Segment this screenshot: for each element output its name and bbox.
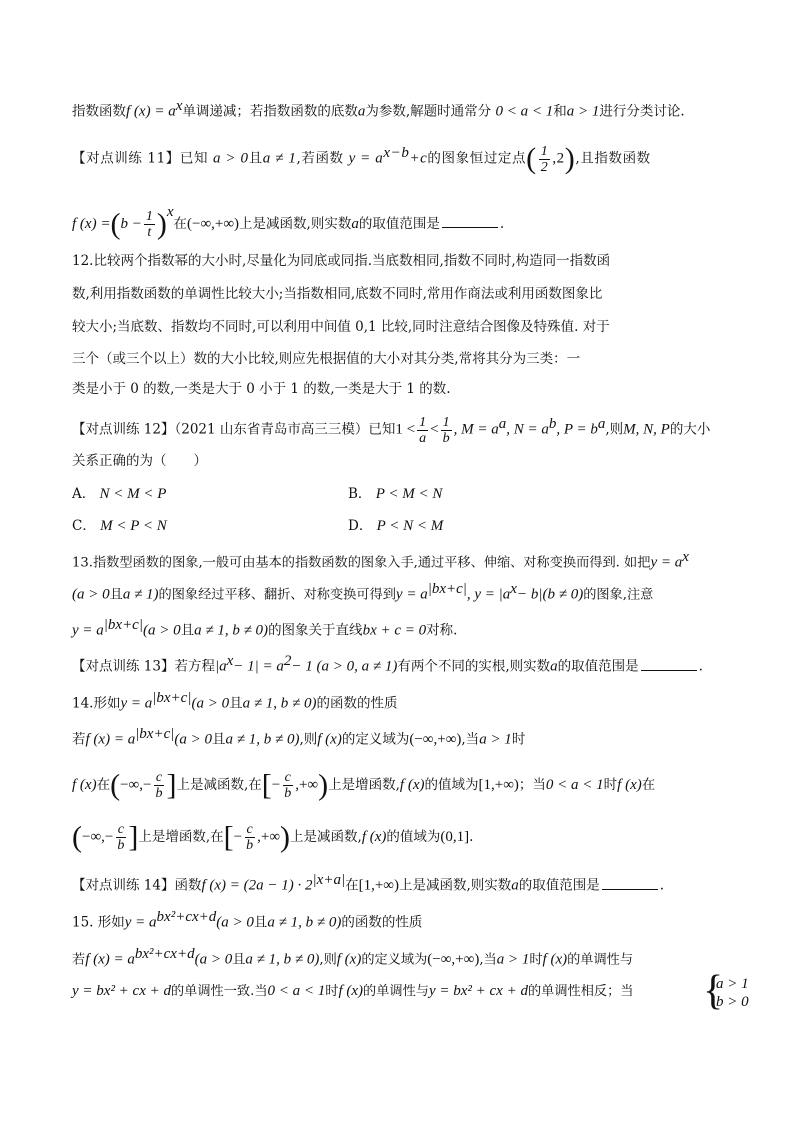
text: 上是增函数,在 — [138, 829, 224, 845]
math: bx + c = 0 — [362, 622, 427, 639]
math: a — [357, 103, 366, 120]
text: 且 — [253, 914, 268, 931]
text: ,且指数函数 — [575, 150, 651, 167]
text: 上是减函数,则实数 — [239, 216, 352, 232]
fraction: $\frac{1}{2}$ — [540, 143, 549, 175]
math-sup: |bx+c| — [135, 726, 175, 742]
p15-title — [72, 907, 422, 933]
math-sup: bx²+cx+d — [156, 909, 217, 925]
text: 的值域为 — [386, 829, 441, 845]
math: f (x) — [336, 951, 362, 968]
math: (−∞,+∞) — [409, 731, 462, 748]
math: f (x) = a — [85, 951, 135, 968]
text: 在 — [173, 216, 187, 232]
text: . — [499, 216, 505, 232]
math: f (x) — [317, 731, 342, 748]
math: a — [511, 877, 519, 894]
math: y = a — [650, 554, 683, 571]
math: (a > 0 — [174, 731, 212, 748]
p15-line2 — [72, 944, 633, 970]
paren-right: ) — [156, 207, 167, 241]
paren-right: ) — [564, 142, 576, 175]
text: 已知 — [179, 150, 209, 167]
text: 进行分类讨论. — [599, 103, 685, 120]
math: ,2 — [552, 150, 565, 167]
text: 时 — [603, 777, 618, 793]
math: − 1 (a > 0, a ≠ 1) — [291, 658, 398, 675]
system-brace: { — [703, 968, 724, 1014]
math: f (x) = — [72, 216, 111, 232]
math: a ≠ 1 — [262, 150, 297, 167]
bracket-right: ] — [166, 768, 177, 802]
math: (−∞,+∞) — [186, 216, 240, 232]
math: f (x) = a — [126, 103, 176, 120]
math: a > 1 — [566, 103, 600, 120]
math: −∞,− — [120, 777, 152, 793]
paren-left: ( — [110, 768, 121, 802]
paren-left: ( — [526, 142, 537, 175]
math: , P = b — [556, 421, 598, 438]
text: ,若函数 — [296, 150, 344, 167]
math: a ≠ 1, b ≠ 0) — [242, 695, 317, 712]
math: y = a — [124, 914, 157, 931]
fraction: $\frac{1}{t}$ — [145, 209, 153, 240]
fraction: $\frac{c}{b}$ — [155, 770, 163, 801]
math: a > 1 — [479, 731, 512, 748]
math: 1 < — [395, 421, 416, 438]
math: f (x) — [361, 829, 387, 845]
p12-line4: 三个（或三个以上）数的大小比较,则应先根据值的大小对其分类,常将其分为三类：一 — [72, 351, 581, 367]
math: − b|(b ≠ 0) — [516, 586, 584, 603]
text: 的函数的性质 — [316, 695, 398, 712]
math: ,+∞ — [295, 777, 319, 793]
math: a ≠ 1) — [122, 586, 159, 603]
text: ；当 — [518, 777, 546, 793]
text: 为参数,解题时通常分 — [365, 103, 492, 120]
p13-line1 — [72, 547, 689, 573]
bracket-left: [ — [261, 768, 272, 802]
option-d[interactable] — [348, 516, 443, 536]
text: 上是减函数,在 — [176, 777, 262, 793]
training-label: 【对点训练 13】 — [72, 658, 175, 675]
text: ,当 — [461, 731, 480, 748]
answer-blank[interactable] — [641, 657, 697, 671]
math: y = bx² + cx + d — [72, 983, 171, 999]
math: a — [550, 658, 558, 675]
math: a > 1 — [496, 951, 530, 968]
p13-line3 — [72, 615, 457, 641]
p12-line1: 12.比较两个指数幂的大小时,尽量化为同底或同指.当底数相同,指数不同时,构造同一指数函 — [72, 253, 611, 269]
paren-left: ( — [72, 820, 82, 854]
p14-title — [72, 688, 398, 714]
p12-line3: 较大小;当底数、指数均不同时,可以利用中间值 0,1 比较,同时注意结合图像及特殊值. 对于 — [72, 319, 610, 335]
math: f (x) — [338, 983, 364, 999]
math-sup: |bx+c| — [103, 617, 143, 633]
answer-blank[interactable] — [602, 876, 658, 890]
text: 的图象关于直线 — [268, 622, 363, 639]
text: ,当 — [479, 952, 497, 968]
p14-line4 — [72, 822, 473, 853]
math: a ≠ 1, b ≠ 0) — [267, 914, 342, 931]
math: − 1| = a — [233, 658, 284, 675]
math: (a > 0 — [216, 914, 254, 931]
math: f (x) = (2a − 1) · 2 — [201, 877, 313, 894]
training-12-line2: 关系正确的为（ ） — [72, 453, 207, 469]
text: 的单调性与 — [363, 984, 429, 999]
text: 若 — [72, 952, 86, 968]
option-value: P < M < N — [375, 486, 443, 502]
paren-right: ) — [318, 768, 329, 802]
math: [1,+∞) — [358, 877, 399, 894]
math: − — [271, 777, 281, 793]
option-a[interactable] — [72, 484, 166, 504]
math: (a > 0 — [72, 586, 110, 603]
math: (a > 0 — [191, 695, 230, 712]
math: 0 < a < 1 — [495, 103, 554, 120]
text: 的图象,注意 — [583, 587, 654, 603]
text: 且 — [232, 952, 246, 968]
text: 时 — [529, 952, 543, 968]
text: 在 — [641, 777, 656, 793]
math: [1,+∞) — [478, 777, 519, 793]
math: 0 < a < 1 — [545, 777, 604, 793]
math: f (x) = a — [85, 731, 136, 748]
p15-line3 — [72, 981, 633, 1002]
text: 且 — [180, 622, 195, 639]
training-label: 【对点训练 12】 — [72, 421, 175, 438]
math-sup: x−b — [383, 145, 410, 161]
text: ,则 — [319, 952, 337, 968]
math: (a > 0 — [194, 951, 233, 968]
math: a — [351, 216, 359, 232]
text: 14.形如 — [72, 695, 121, 712]
math: a ≠ 1, b ≠ 0) — [225, 731, 300, 748]
option-letter: A． — [72, 486, 96, 502]
fraction: $\frac{c}{b}$ — [284, 770, 292, 801]
math: y = bx² + cx + d — [428, 983, 528, 999]
fraction: $\frac{1}{b}$ — [442, 414, 450, 446]
math: a ≠ 1, b ≠ 0) — [245, 951, 320, 968]
math: a ≠ 1, b ≠ 0) — [194, 622, 269, 639]
condition-system — [716, 975, 749, 1011]
text: 指数函数 — [72, 103, 126, 120]
option-value: P < N < M — [376, 518, 444, 534]
math-sup: |bx+c| — [152, 690, 192, 706]
text: 时 — [511, 731, 526, 748]
math: ,+∞ — [257, 829, 281, 845]
math-sup: a — [597, 416, 606, 432]
training-11-line2 — [72, 202, 504, 240]
math: , N = a — [506, 421, 549, 438]
p14-line3 — [72, 770, 655, 801]
fraction: $\frac{1}{a}$ — [419, 414, 427, 446]
fraction: $\frac{c}{b}$ — [117, 822, 125, 853]
condition-2: b > 0 — [716, 994, 749, 1010]
text: 对称. — [426, 622, 458, 639]
text: 的定义域为 — [341, 731, 410, 748]
option-letter: C． — [72, 518, 96, 534]
text: 的值域为 — [424, 777, 479, 793]
text: 且 — [248, 150, 263, 167]
math: , M = a — [453, 421, 499, 438]
math-sup: x — [175, 98, 183, 114]
math: 0 < a < 1 — [267, 983, 326, 999]
training-11-line1 — [72, 143, 651, 175]
answer-blank[interactable] — [442, 214, 498, 228]
math: b − — [120, 216, 142, 232]
text: 的大小 — [669, 421, 711, 438]
intro-line — [72, 96, 685, 122]
math: y = a — [395, 586, 428, 603]
text: 上是减函数,则实数 — [398, 877, 512, 894]
math-sup: b — [548, 416, 557, 432]
math: a > 0 — [212, 150, 249, 167]
math: (−∞,+∞) — [427, 951, 480, 968]
text: 函数 — [174, 877, 202, 894]
option-letter: B． — [348, 486, 372, 502]
p12-line5: 类是小于 0 的数,一类是大于 0 小于 1 的数,一类是大于 1 的数. — [72, 381, 451, 397]
math: < — [430, 421, 439, 438]
math: f (x) — [399, 777, 425, 793]
p12-line2: 数,利用指数函数的单调性比较大小;当指数相同,底数不同时,常用作商法或利用函数图象比 — [72, 286, 603, 302]
text: 上是减函数, — [290, 829, 362, 845]
text: . — [469, 829, 474, 845]
text: . — [659, 877, 665, 894]
math-sup: x — [166, 204, 174, 220]
math-sup: |x+a| — [312, 872, 346, 888]
p13-line2 — [72, 579, 653, 605]
text: 有两个不同的实根,则实数 — [397, 658, 551, 675]
option-value: M < P < N — [100, 518, 167, 534]
option-c[interactable] — [72, 516, 167, 536]
math: − — [233, 829, 243, 845]
math: f (x) — [72, 777, 97, 793]
option-value: N < M < P — [99, 486, 167, 502]
fraction: $\frac{c}{b}$ — [246, 822, 254, 853]
text: 的取值范围是 — [358, 216, 440, 232]
option-letter: D． — [348, 518, 373, 534]
text: 的图象经过平移、翻折、对称变换可得到 — [158, 587, 396, 603]
math-sup: bx²+cx+d — [134, 946, 195, 962]
text: 的单调性一致.当 — [171, 984, 268, 999]
text: 若 — [72, 731, 86, 748]
paren-right: ) — [280, 820, 291, 854]
math: |a — [214, 658, 227, 675]
text: 且 — [212, 731, 226, 748]
text: 的取值范围是 — [557, 658, 639, 675]
math-sup: x — [226, 653, 234, 669]
math-sup: x — [682, 549, 689, 565]
math: −∞,− — [82, 829, 114, 845]
math: +c — [409, 150, 428, 167]
text: 和 — [553, 103, 567, 120]
text: 13.指数型函数的图象,一般可由基本的指数函数的图象入手,通过平移、伸缩、对称变换而得到. 如把 — [72, 555, 651, 571]
math-sup: |bx+c| — [427, 581, 467, 597]
source-text: （2021 山东省青岛市高三三模）已知 — [174, 421, 396, 438]
training-12-line1 — [72, 414, 710, 446]
text: 在 — [345, 877, 359, 894]
math: f (x) — [617, 777, 642, 793]
bracket-left: [ — [223, 820, 234, 854]
text: 单调递减；若指数函数的底数 — [182, 103, 358, 120]
text: 的图象恒过定点 — [427, 150, 527, 167]
text: 的单调性与 — [567, 952, 634, 968]
text: 上是增函数, — [328, 777, 400, 793]
text: 在 — [96, 777, 111, 793]
text: 的取值范围是 — [518, 877, 600, 894]
text: 的单调性相反；当 — [527, 984, 634, 999]
math: y = a — [348, 150, 384, 167]
text: 的函数的性质 — [341, 914, 423, 931]
option-b[interactable] — [348, 484, 442, 504]
math: y = a — [120, 695, 153, 712]
text: 的定义域为 — [361, 952, 428, 968]
text: 15. 形如 — [72, 914, 125, 931]
training-13 — [72, 651, 703, 677]
text: . — [698, 658, 703, 675]
training-label: 【对点训练 11】 — [72, 150, 180, 167]
text: 时 — [325, 984, 339, 999]
training-14 — [72, 870, 664, 896]
text: 且 — [229, 695, 243, 712]
math-sup: 2 — [283, 653, 292, 669]
condition-1: a > 1 — [716, 976, 749, 992]
paren-left: ( — [110, 207, 121, 241]
p14-line2 — [72, 724, 525, 750]
math: f (x) — [542, 951, 568, 968]
text: ,则 — [299, 731, 318, 748]
math-sup: x — [510, 581, 517, 597]
math: (a > 0 — [142, 622, 181, 639]
training-label: 【对点训练 14】 — [72, 877, 175, 894]
math: M, N, P — [623, 421, 670, 438]
math: , y = |a — [466, 586, 511, 603]
text: 若方程 — [174, 658, 215, 675]
bracket-right: ] — [128, 820, 139, 854]
text: 且 — [109, 587, 123, 603]
math: (0,1] — [440, 829, 470, 845]
math-sup: a — [498, 416, 507, 432]
math: y = a — [72, 622, 104, 639]
text: ,则 — [605, 421, 624, 438]
